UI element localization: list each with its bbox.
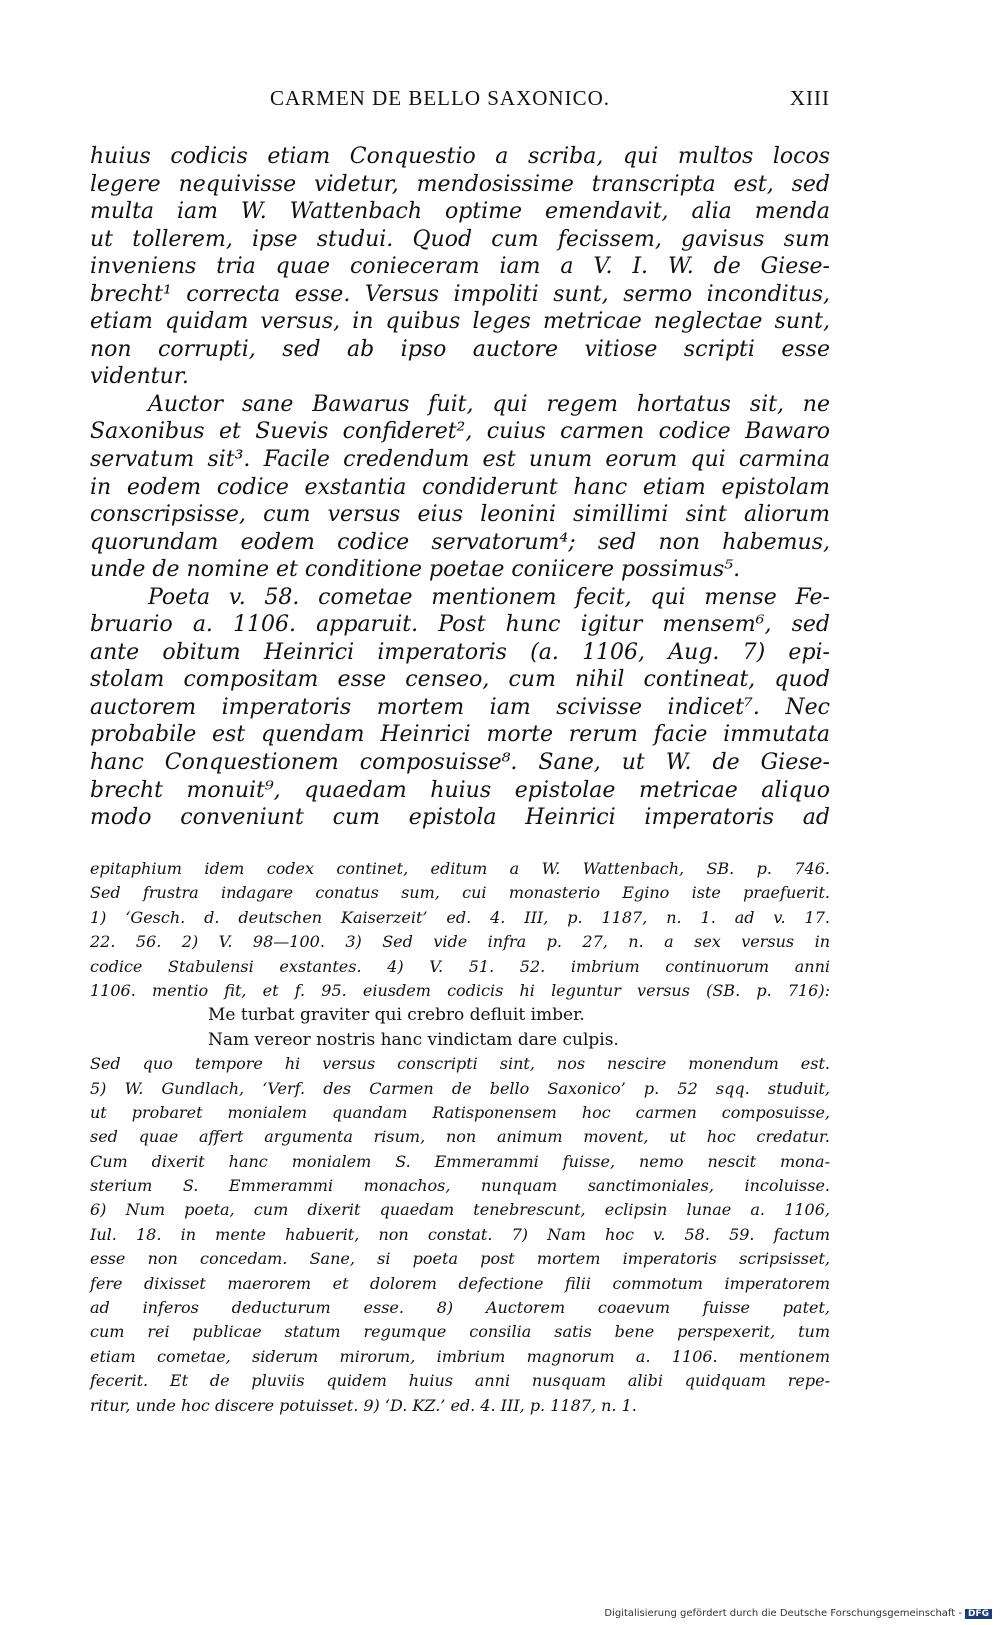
footnote-line: cum rei publicae statum regumque consilia satis bene perspexerit, tum [90,1322,830,1342]
footnote-line: ritur, unde hoc discere potuisset. 9) ‘D. KZ.’ ed. 4. III, p. 1187, n. 1. [90,1395,637,1415]
text-line: ut tollerem, ipse studui. Quod cum fecissem, gavisus sum [90,226,830,252]
text-line: auctorem imperatoris mortem iam scivisse indicet⁷. Nec [90,694,830,720]
text-line: conscripsisse, cum versus eius leonini simillimi sint aliorum [90,502,830,528]
text-line: legere nequivisse videtur, mendosissime transcripta est, sed [90,171,830,197]
footnote-line: 6) Num poeta, cum dixerit quaedam tenebrescunt, eclipsin lunae a. 1106, [90,1200,830,1220]
footnote-line: 5) W. Gundlach, ‘Verf. des Carmen de bello Saxonico’ p. 52 sqq. studuit, [90,1078,830,1098]
text-line: ante obitum Heinrici imperatoris (a. 1106, Aug. 7) epi- [90,639,830,665]
text-line: in eodem codice exstantia condiderunt hanc etiam epistolam [90,474,830,500]
page-number: XIII [789,86,830,110]
footnote-line: 1106. mentio fit, et f. 95. eiusdem codicis hi leguntur versus (SB. p. 716): [90,980,830,1000]
text-line: huius codicis etiam Conquestio a scriba, qui multos locos [90,144,830,169]
text-line: etiam quidam versus, in quibus leges metricae neglectae sunt, [90,309,830,335]
footnote-line: 1) ‘Gesch. d. deutschen Kaiserzeit’ ed. 4. III, p. 1187, n. 1. ad v. 17. [90,907,830,927]
footnote-line: ad inferos deducturum esse. 8) Auctorem coaevum fuisse patet, [90,1298,830,1318]
text-line: Saxonibus et Suevis confideret², cuius carmen codice Bawaro [90,419,830,445]
footnote-line: fere dixisset maerorem et dolorem defectione filii commotum imperatorem [90,1273,830,1293]
footnote-line: 22. 56. 2) V. 98—100. 3) Sed vide infra p. 27, n. a sex versus in [90,932,830,952]
text-line: stolam compositam esse censeo, cum nihil contineat, quod [90,667,830,693]
text-line: Poeta v. 58. cometae mentionem fecit, qui mense Fe- [148,584,830,610]
text-line: modo conveniunt cum epistola Heinrici imperatoris ad [90,805,830,831]
footnote-line: sterium S. Emmerammi monachos, nunquam sanctimoniales, incoluisse. [90,1176,830,1196]
footnote-line: etiam cometae, siderum mirorum, imbrium magnorum a. 1106. mentionem [90,1346,830,1366]
text-line: hanc Conquestionem composuisse⁸. Sane, ut W. de Giese- [90,750,830,776]
text-line: quorundam eodem codice servatorum⁴; sed non habemus, [90,529,830,555]
text-line: Auctor sane Bawarus fuit, qui regem hortatus sit, ne [148,391,830,417]
text-line: multa iam W. Wattenbach optime emendavit, alia menda [90,199,830,225]
footnote-line: codice Stabulensi exstantes. 4) V. 51. 52. imbrium continuorum anni [90,956,830,976]
text-line: servatum sit³. Facile credendum est unum eorum qui carmina [90,447,830,473]
footnotes [90,857,830,1418]
text-line: probabile est quendam Heinrici morte rerum facie immutata [90,722,830,748]
footnote-line: Sed quo tempore hi versus conscripti sint, nos nescire monendum est. [90,1054,830,1074]
footnote-line: fecerit. Et de pluviis quidem huius anni nusquam alibi quidquam repe- [90,1371,830,1391]
footnote-line: sed quae affert argumenta risum, non animum movent, ut hoc credatur. [90,1127,830,1147]
footnote-line: ut probaret monialem quandam Ratisponensem hoc carmen composuisse, [90,1102,830,1122]
text-line: brecht¹ correcta esse. Versus impoliti sunt, sermo inconditus, [90,281,830,307]
text-line: inveniens tria quae conieceram iam a V. I. W. de Giese- [90,254,830,280]
footnote-line: Iul. 18. in mente habuerit, non constat. 7) Nam hoc v. 58. 59. factum [90,1224,830,1244]
footnote-line: Cum dixerit hanc monialem S. Emmerammi fuisse, nemo nescit mona- [90,1151,830,1171]
text-line: videntur. [90,364,189,390]
footnote-line: Sed frustra indagare conatus sum, cui monasterio Egino iste praefuerit. [90,883,830,903]
text-line: unde de nomine et conditione poetae coniicere possimus⁵. [90,557,741,583]
text-line: bruario a. 1106. apparuit. Post hunc igitur mensem⁶, sed [90,612,830,638]
running-header [90,86,830,116]
text-line: non corrupti, sed ab ipso auctore vitiose scripti esse [90,336,830,362]
footnote-line: esse non concedam. Sane, si poeta post mortem imperatoris scripsisset, [90,1249,830,1269]
text-line: brecht monuit⁹, quaedam huius epistolae metricae aliquo [90,777,830,803]
main-text [90,143,830,832]
footnote-line: epitaphium idem codex continet, editum a W. Wattenbach, SB. p. 746. [90,859,830,878]
dfg-logo: DFG [965,1609,992,1619]
footnote-verse: Nam vereor nostris hanc vindictam dare culpis. [208,1029,619,1050]
digitization-credit [604,1608,992,1619]
running-title: CARMEN DE BELLO SAXONICO. [270,86,610,110]
credit-text: Digitalisierung gefördert durch die Deutsche Forschungsgemeinschaft - [604,1608,962,1619]
footnote-verse: Me turbat graviter qui crebro defluit imber. [208,1005,585,1026]
